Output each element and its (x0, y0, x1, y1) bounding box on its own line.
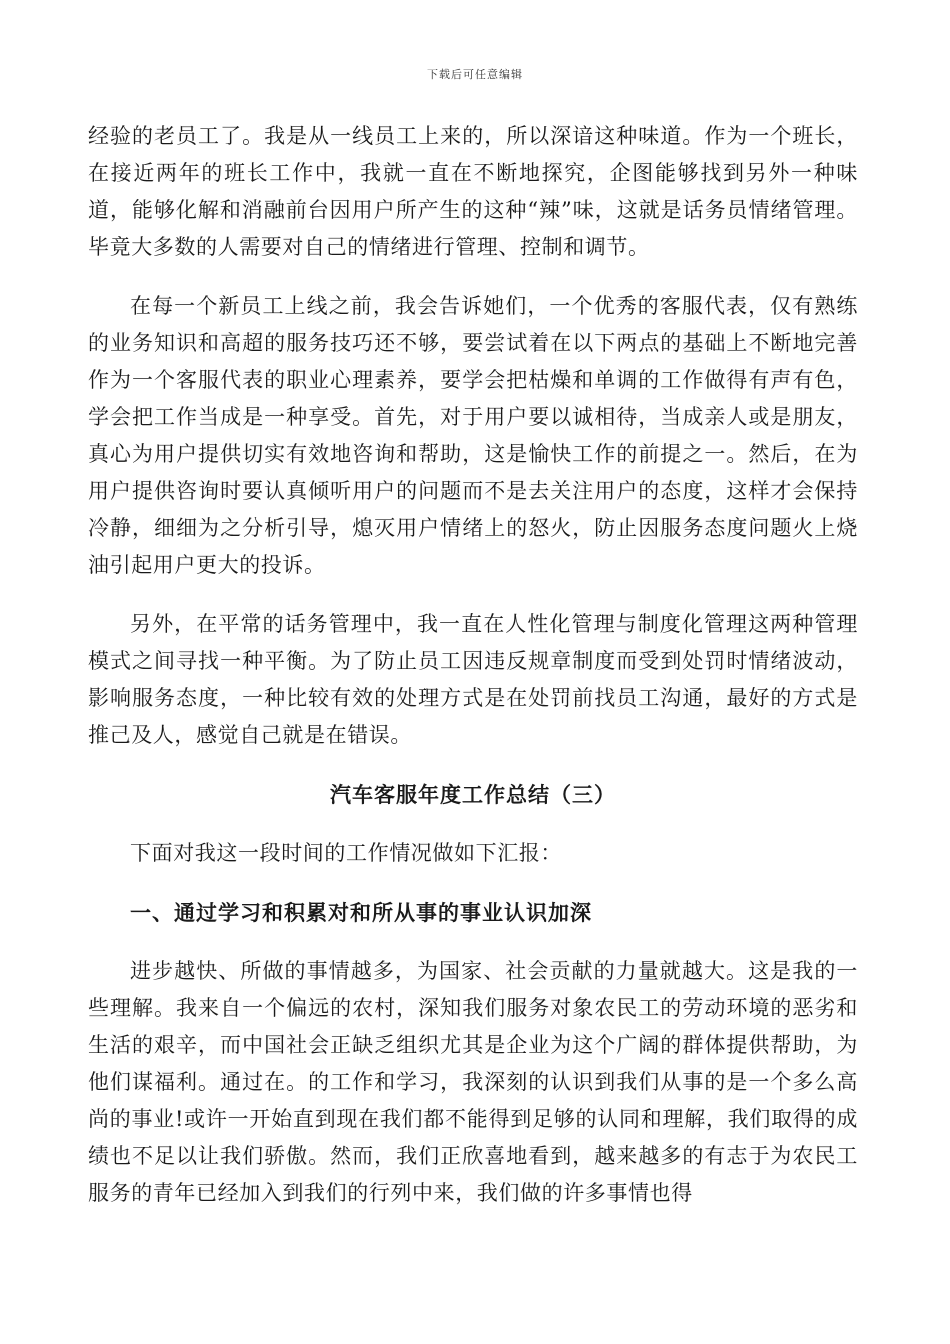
header-note: 下载后可任意编辑 (427, 68, 523, 81)
section-title: 汽车客服年度工作总结（三） (330, 782, 616, 807)
paragraph-4: 下面对我这一段时间的工作情况做如下汇报： (130, 841, 562, 865)
paragraph-2: 在每一个新员工上线之前，我会告诉她们，一个优秀的客服代表，仅有熟练的业务知识和高超的服务技巧还不够，要尝试着在以下两点的基础上不断地完善作为一个客服代表的职业心理素养，要学会把枯燥和单调的工作做得有声有色，学会把工作当成是一种享受。首先，对于用户要以诚相待，当成亲人或是朋友，真心为用户提供切实有效地咨询和帮助，这是愉快工作的前提之一。然后，在为用户提供咨询时要认真倾听用户的问题而不是去关注用户的态度，这样才会保持冷静，细细为之分析引导，熄灭用户情绪上的怒火，防止因服务态度问题火上烧油引起用户更大的投诉。 (88, 294, 858, 577)
document-body (88, 118, 858, 1212)
subheading: 一、通过学习和积累对和所从事的事业认识加深 (130, 900, 592, 925)
paragraph-1: 经验的老员工了。我是从一线员工上来的，所以深谙这种味道。作为一个班长，在接近两年的班长工作中，我就一直在不断地探究，企图能够找到另外一种味道，能够化解和消融前台因用户所产生的这种“辣”味，这就是话务员情绪管理。毕竟大多数的人需要对自己的情绪进行管理、控制和调节。 (88, 124, 858, 259)
paragraph-5: 进步越快、所做的事情越多，为国家、社会贡献的力量就越大。这是我的一些理解。我来自一个偏远的农村，深知我们服务对象农民工的劳动环境的恶劣和生活的艰辛，而中国社会正缺乏组织尤其是企业为这个广阔的群体提供帮助，为他们谋福利。通过在。的工作和学习，我深刻的认识到我们从事的是一个多么高尚的事业!或许一开始直到现在我们都不能得到足够的认同和理解，我们取得的成绩也不足以让我们骄傲。然而，我们正欣喜地看到，越来越多的有志于为农民工服务的青年已经加入到我们的行列中来，我们做的许多事情也得 (88, 959, 858, 1205)
paragraph-3: 另外，在平常的话务管理中，我一直在人性化管理与制度化管理这两种管理模式之间寻找一种平衡。为了防止员工因违反规章制度而受到处罚时情绪波动，影响服务态度，一种比较有效的处理方式是在处罚前找员工沟通，最好的方式是推己及人，感觉自己就是在错误。 (88, 612, 858, 747)
